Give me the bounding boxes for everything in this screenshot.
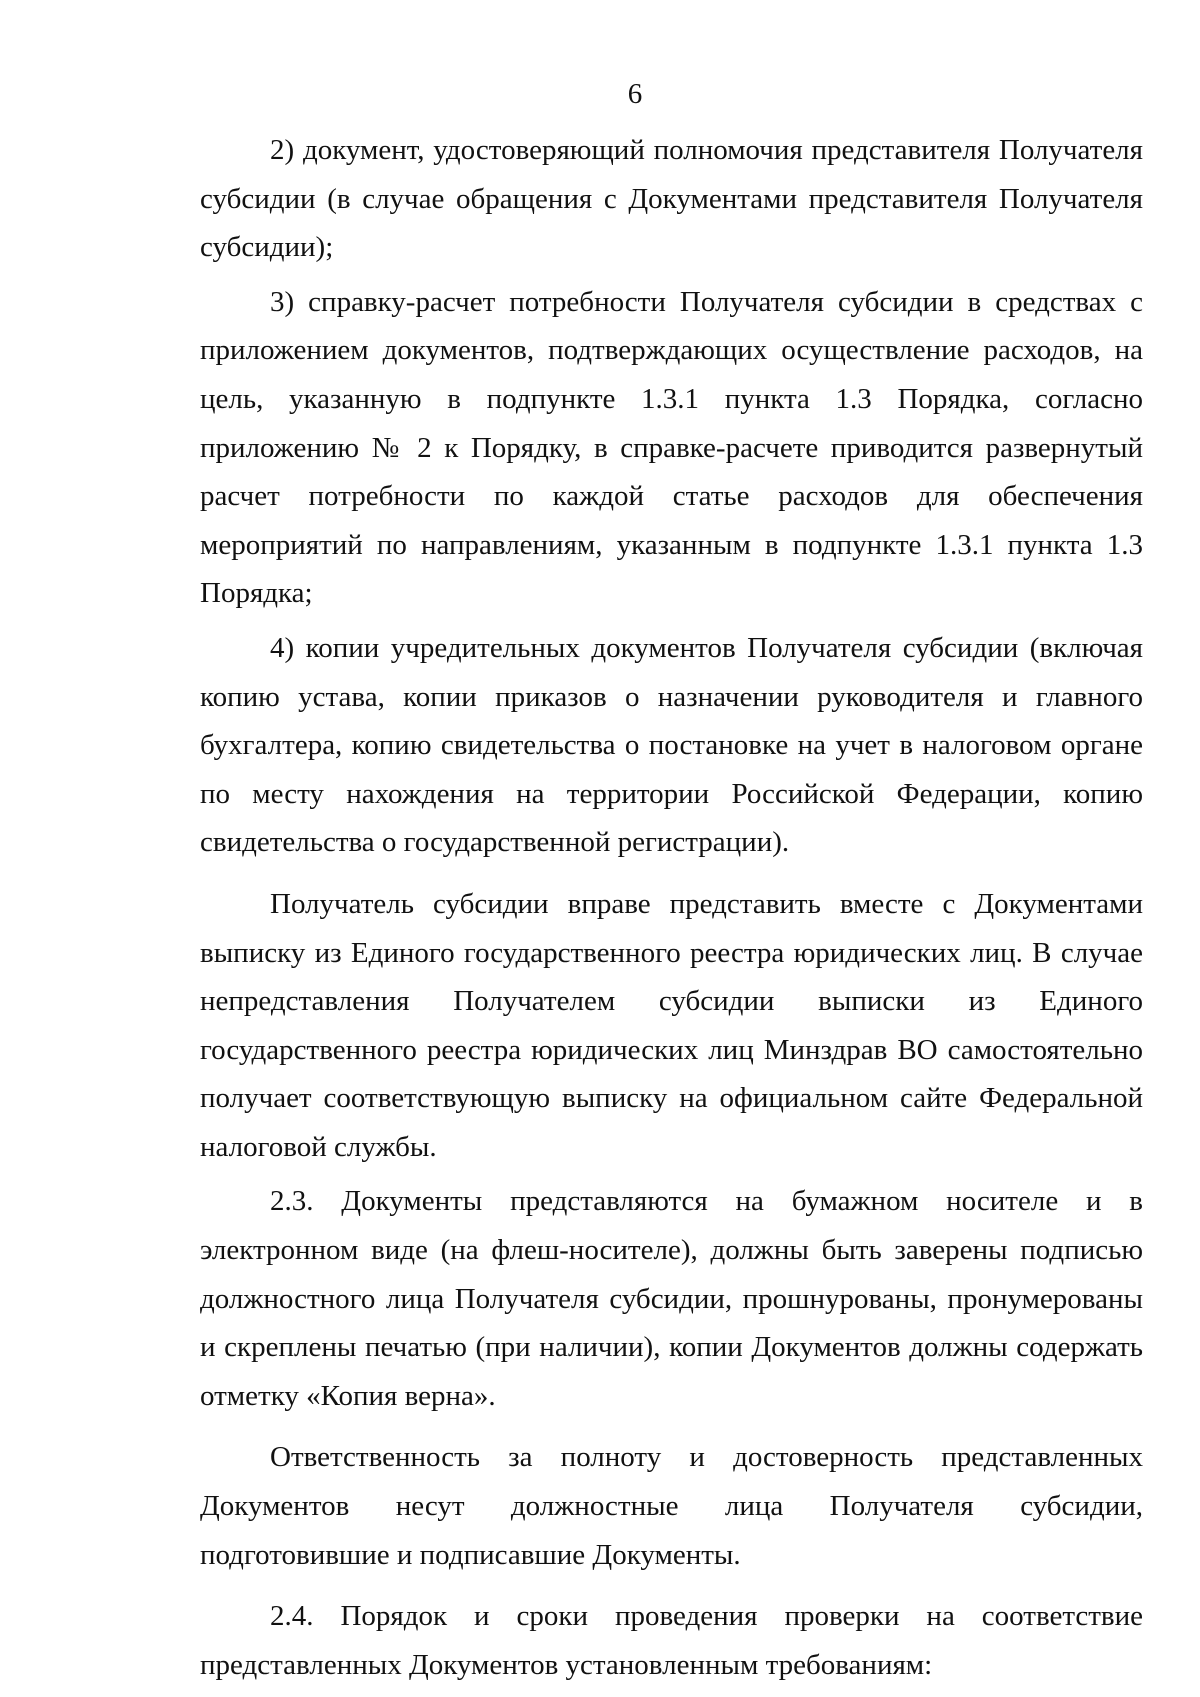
paragraph-2-4: 2.4. Порядок и сроки проведения проверки на соответствие представленных Документов установленным требованиям: (200, 1600, 1143, 1681)
paragraph-item-4: 4) копии учредительных документов Получателя субсидии (включая копию устава, копии приказов о назначении руководителя и главного бухгалтера, копию свидетельства о постановке на учет в налоговом органе по месту нахождения на территории Российской Федерации, копию свидетельства о государственной регистрации). (200, 631, 1143, 859)
document-body (200, 126, 1143, 1689)
paragraph-extract-egrul: Получатель субсидии вправе представить вместе с Документами выписку из Единого государственного реестра юридических лиц. В случае непредставления Получателем субсидии выписки из Единого государственного реестра юридических лиц Минздрав ВО самостоятельно получает соответствующую выписку на официальном сайте Федеральной налоговой службы. (200, 887, 1143, 1163)
paragraph-responsibility: Ответственность за полноту и достоверность представленных Документов несут должностные лица Получателя субсидии, подготовившие и подписавшие Документы. (200, 1441, 1143, 1571)
page-number: 6 (627, 78, 643, 110)
paragraph-item-3: 3) справку-расчет потребности Получателя субсидии в средствах с приложением документов, подтверждающих осуществление расходов, на цель, указанную в подпункте 1.3.1 пункта 1.3 Порядка, согласно приложению № 2 к Порядку, в справке-расчете приводится развернутый расчет потребности по каждой статье расходов для обеспечения мероприятий по направлениям, указанным в подпункте 1.3.1 пункта 1.3 Порядка; (200, 285, 1143, 610)
paragraph-item-2: 2) документ, удостоверяющий полномочия представителя Получателя субсидии (в случае обращения с Документами представителя Получателя субсидии); (200, 134, 1143, 264)
paragraph-2-3: 2.3. Документы представляются на бумажном носителе и в электронном виде (на флеш-носителе), должны быть заверены подписью должностного лица Получателя субсидии, прошнурованы, пронумерованы и скреплены печатью (при наличии), копии Документов должны содержать отметку «Копия верна». (200, 1185, 1143, 1412)
